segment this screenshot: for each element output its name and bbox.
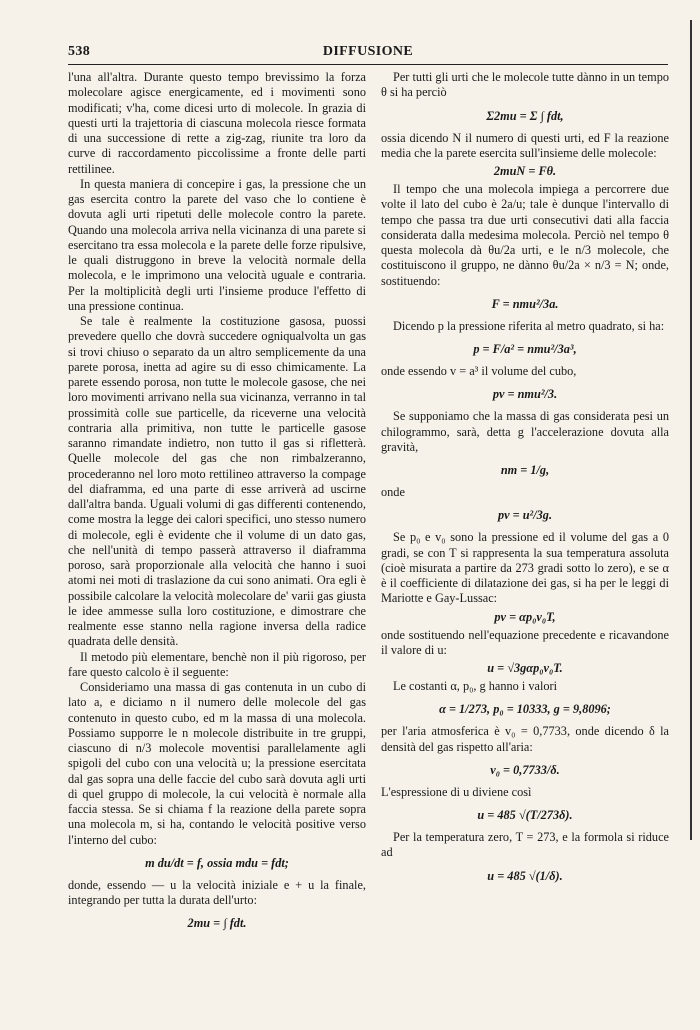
- right-column-equation: pv = nmu²/3.: [492, 387, 558, 402]
- left-column: [68, 70, 366, 938]
- right-column-equation: v₀ = 0,7733/δ.: [490, 762, 560, 777]
- right-column-equation: Σ2mu = Σ ∫ fdt,: [486, 108, 564, 123]
- right-column-equation: pv = u²/3g.: [497, 508, 553, 523]
- right-column-paragraph: onde sostituendo nell'equazione precedente e ricavandone il valore di u:: [381, 627, 669, 657]
- running-title: DIFFUSIONE: [322, 44, 414, 59]
- left-column-paragraph: donde, essendo — u la velocità iniziale e + u la finale, integrando per tutta la durata dell'urto:: [68, 877, 366, 907]
- right-column-paragraph: Il tempo che una molecola impiega a percorrere due volte il lato del cubo è 2a/u; tale è dunque l'intervallo di tempo che passa tra due urti consecutivi dati alla faccia considerata dalla medesima molecola. Perciò nel tempo θ questa molecola dà θu/2a urti, e le n/3 molecole, che costituiscono il gruppo, ne dànno θu/2a × n/3 = N; onde, sostituendo:: [381, 182, 669, 288]
- right-column-paragraph: Per la temperatura zero, T = 273, e la formola si riduce ad: [381, 830, 669, 860]
- right-column-equation: α = 1/273, p₀ = 10333, g = 9,8096;: [439, 702, 611, 717]
- page-edge-line: [690, 20, 692, 840]
- right-column-equation: p = F/a² = nmu²/3a³,: [473, 342, 577, 356]
- page-header: [68, 44, 668, 64]
- right-column-equation: nm = 1/g,: [500, 463, 550, 477]
- right-column-equation: u = 485 √(1/δ).: [487, 868, 563, 883]
- left-column-paragraph: In questa maniera di concepire i gas, la pressione che un gas esercita contro la parete del vaso che lo contiene è dovuta agli urti ripetuti delle molecole contro la parete. Quando una molecola arriva nella vicinanza di una parete si esercitano tra essa molecola e la parete delle forze ripulsive, le quali distruggono in breve la velocità normale della molecola, e le imprimono una velocità uguale e contraria. Per la moltiplicità degli urti l'insieme produce l'effetto di una pressione continua.: [68, 176, 366, 313]
- right-column-paragraph: L'espressione di u diviene così: [381, 784, 532, 799]
- right-column: [381, 70, 669, 891]
- right-column-paragraph: ossia dicendo N il numero di questi urti, ed F la reazione media che la parete esercita sull'insieme delle molecole:: [381, 130, 669, 160]
- left-column-paragraph: Consideriamo una massa di gas contenuta in un cubo di lato a, e diciamo n il numero delle molecole del gas contenuto in questo cubo, ed m la massa di una molecola. Possiamo supporre le n molecole distribuite in tre gruppi, ciascuno di n/3 molecole moventisi parallelamente agli spigoli del cubo con una velocità u; la pressione esercitata dal gas sopra una delle faccie del cubo sarà dovuta agli urti di quel gruppo di molecole, la cui velocità è normale alla faccia stessa. Se si chiama f la reazione della parete sopra una molecola m, si ha, contando le velocità positive verso l'interno del cubo:: [68, 680, 366, 847]
- left-column-equation: m du/dt = f, ossia mdu = fdt;: [145, 855, 289, 870]
- right-column-equation: u = √3gαp₀v₀T.: [487, 661, 563, 675]
- right-column-paragraph: Se p₀ e v₀ sono la pressione ed il volume del gas a 0 gradi, se con T si rappresenta la sua temperatura assoluta (cioè misurata a partire da 273 gradi sotto lo zero), e se α è il coefficiente di dilatazione dei gas, si ha per le leggi di Mariotte e Gay-Lussac:: [381, 530, 669, 606]
- right-column-equation: u = 485 √(T/273δ).: [477, 808, 573, 822]
- right-column-paragraph: Dicendo p la pressione riferita al metro quadrato, si ha:: [393, 318, 665, 333]
- right-column-equation: 2muN = Fθ.: [493, 164, 557, 178]
- right-column-paragraph: Per tutti gli urti che le molecole tutte dànno in un tempo θ si ha perciò: [381, 70, 669, 100]
- left-column-paragraph: l'una all'altra. Durante questo tempo brevissimo la forza molecolare agisce energicamente, ed i movimenti sono modificati; v'ha, come dicesi urto di molecole. In grazia di questi urti la trajettoria di ciascuna molecola riesce formata di una successione di rette a zig-zag, riunite tra loro da curve di raccordamento piccolissime a fronte delle parti rettilinee.: [68, 70, 366, 176]
- left-column-paragraph: Il metodo più elementare, benchè non il più rigoroso, per fare questo calcolo è il seguente:: [68, 649, 366, 679]
- right-column-paragraph: Le costanti α, p₀, g hanno i valori: [393, 679, 558, 693]
- left-column-paragraph: Se tale è realmente la costituzione gasosa, puossi prevedere quello che dovrà succedere ogniqualvolta un gas si trovi chiuso o separato da un altro semplicemente da una parete porosa, inetta ad agire su di esso chimicamente. La parete essendo porosa, non tutte le molecole gasose, che nei loro movimenti arrivano nella sua vicinanza, verranno in tal prossimità colle sue particelle, da riceverne una velocità contraria alla primitiva, non tutte le particelle gasose saranno rimandate indietro, non tutto il gas si rifletterà. Quelle molecole del gas che non rimbalzeranno, procederanno nel loro moto rettilineo attraverso la compage del diaframma, ed una parte di esse arriverà ad uscirne dall'altra banda. Uguali volumi di gas differenti contenendo, come mostra la legge dei calori specifici, uno stesso numero di molecole, egli è evidente che il volume di un dato gas, che nell'unità di tempo passerà attraverso il diaframma poroso, sarà proporzionale alla velocità che hanno i suoi atomi nei moti di traslazione da cui sono animati. Ora egli è possibile calcolare la velocità molecolare de' varii gas giusta le idee ammesse sulla loro costituzione, e dimostrare che realmente esse stanno nella ragione inversa della radice quadrata delle densità.: [68, 314, 366, 649]
- header-rule: [68, 64, 668, 65]
- right-column-equation: F = nmu²/3a.: [491, 296, 559, 311]
- right-column-paragraph: per l'aria atmosferica è v₀ = 0,7733, onde dicendo δ la densità del gas rispetto all'aria:: [381, 724, 669, 754]
- right-column-equation: pv = αp₀v₀T,: [494, 609, 556, 624]
- page-number: 538: [68, 44, 91, 59]
- left-column-equation: 2mu = ∫ fdt.: [187, 916, 247, 931]
- right-column-paragraph: onde: [381, 485, 405, 499]
- right-column-paragraph: onde essendo v = a³ il volume del cubo,: [381, 364, 577, 378]
- right-column-paragraph: Se supponiamo che la massa di gas considerata pesi un chilogrammo, sarà, detta g l'accelerazione dovuta alla gravità,: [381, 409, 669, 454]
